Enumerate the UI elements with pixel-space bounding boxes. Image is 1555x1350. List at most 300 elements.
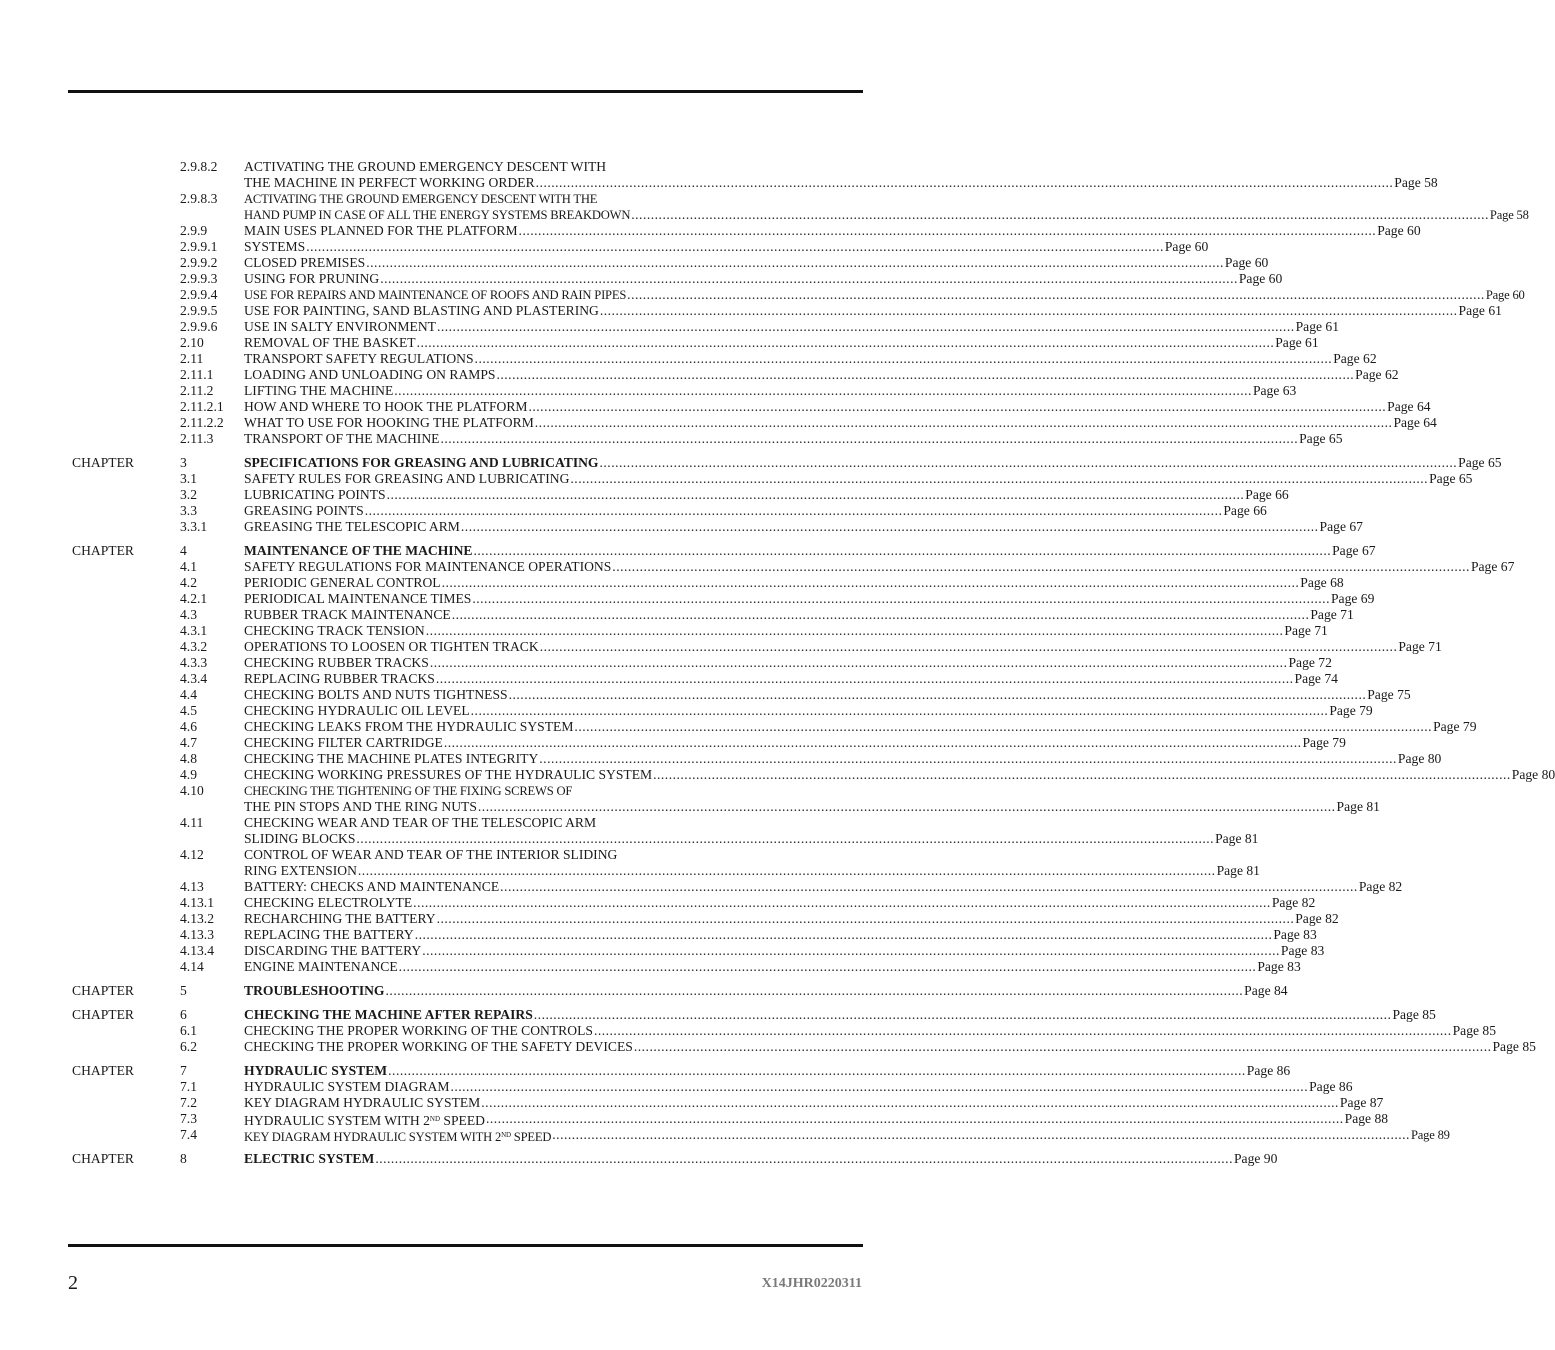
entry-title-line — [244, 735, 1346, 751]
entry-title — [244, 487, 386, 503]
entry-title — [244, 639, 539, 655]
entry-title — [244, 383, 393, 399]
dot-leader: ............................................................................................................................................................................................................................ — [539, 639, 1398, 654]
dot-leader: ............................................................................................................................................................................................................................ — [653, 767, 1511, 782]
toc-row — [0, 879, 1403, 895]
entry-title-line — [244, 703, 1373, 719]
entry-title-line — [244, 287, 1525, 303]
page-reference: Page 88 — [1344, 1111, 1389, 1126]
page-reference: Page 65 — [1458, 455, 1502, 470]
section-number: 6.1 — [180, 1023, 197, 1038]
dot-leader: ............................................................................................................................................................................................................................ — [425, 623, 1284, 638]
section-number: 6 — [180, 1007, 187, 1022]
entry-title-line — [244, 655, 1332, 671]
section-number: 4.3 — [180, 607, 197, 622]
entry-title-line — [244, 455, 1502, 471]
page-reference: Page 71 — [1310, 607, 1354, 622]
toc-row — [0, 191, 954, 207]
entry-title-text: SAFETY RULES FOR GREASING AND LUBRICATING — [244, 471, 570, 486]
page-reference: Page 89 — [1410, 1128, 1450, 1142]
toc-row — [0, 735, 1346, 751]
toc-row — [0, 863, 1260, 879]
dot-leader: ............................................................................................................................................................................................................................ — [574, 719, 1433, 734]
entry-title — [244, 879, 499, 895]
entry-title-text: CHECKING TRACK TENSION — [244, 623, 425, 638]
entry-title-text: KEY DIAGRAM HYDRAULIC SYSTEM WITH 2 — [244, 1130, 502, 1144]
entry-title — [244, 431, 439, 447]
dot-leader: ............................................................................................................................................................................................................................ — [470, 703, 1329, 718]
entry-title-text: KEY DIAGRAM HYDRAULIC SYSTEM — [244, 1095, 481, 1110]
page-reference: Page 83 — [1273, 927, 1317, 942]
entry-title — [244, 415, 534, 431]
dot-leader: ............................................................................................................................................................................................................................ — [413, 895, 1271, 910]
page-reference: Page 62 — [1355, 367, 1399, 382]
dot-leader: ............................................................................................................................................................................................................................ — [534, 415, 1393, 430]
entry-title — [244, 367, 495, 383]
dot-leader: ............................................................................................................................................................................................................................ — [394, 383, 1252, 398]
entry-title — [244, 1023, 593, 1039]
dot-leader: ............................................................................................................................................................................................................................ — [518, 223, 1377, 238]
page-reference: Page 84 — [1244, 983, 1288, 998]
toc-row — [0, 255, 1269, 271]
entry-title-line — [244, 351, 1377, 367]
entry-title-line — [244, 367, 1399, 383]
toc-row — [0, 223, 1421, 239]
chapter-label: CHAPTER — [72, 455, 134, 470]
entry-title-line — [244, 591, 1375, 607]
entry-title-text: CHECKING RUBBER TRACKS — [244, 655, 429, 670]
page-reference: Page 82 — [1295, 911, 1339, 926]
entry-title-line — [244, 911, 1339, 927]
page-reference: Page 74 — [1294, 671, 1338, 686]
entry-title-text: GREASING THE TELESCOPIC ARM — [244, 519, 460, 534]
section-number: 4.3.2 — [180, 639, 208, 654]
entry-title-text: OPERATIONS TO LOOSEN OR TIGHTEN TRACK — [244, 639, 539, 654]
section-number: 3.2 — [180, 487, 197, 502]
section-number: 2.9.9.2 — [180, 255, 218, 270]
entry-title-text: THE PIN STOPS AND THE RING NUTS — [244, 799, 477, 814]
toc-row — [0, 207, 1529, 223]
section-number: 2.9.9.5 — [180, 303, 218, 318]
section-number: 4.14 — [180, 959, 204, 974]
toc-row — [0, 831, 1259, 847]
entry-title-text: CHECKING ELECTROLYTE — [244, 895, 413, 910]
entry-title-text: ELECTRIC SYSTEM — [244, 1151, 375, 1166]
dot-leader: ............................................................................................................................................................................................................................ — [306, 239, 1164, 254]
page-reference: Page 67 — [1470, 559, 1515, 574]
page-reference: Page 64 — [1393, 415, 1437, 430]
toc-chapter-row — [0, 1007, 1436, 1023]
toc-row — [0, 487, 1289, 503]
page-reference: Page 71 — [1398, 639, 1442, 654]
entry-title-text: SPECIFICATIONS FOR GREASING AND LUBRICATING — [244, 455, 599, 470]
dot-leader: ............................................................................................................................................................................................................................ — [627, 287, 1485, 302]
toc-row — [0, 799, 1380, 815]
dot-leader: ............................................................................................................................................................................................................................ — [443, 735, 1302, 750]
section-number: 4.11 — [180, 815, 204, 830]
toc-row — [0, 519, 1363, 535]
dot-leader: ............................................................................................................................................................................................................................ — [436, 911, 1295, 926]
section-number: 2.11 — [180, 351, 204, 366]
dot-leader: ............................................................................................................................................................................................................................ — [440, 431, 1299, 446]
page-reference: Page 83 — [1257, 959, 1301, 974]
entry-title-line — [244, 799, 1380, 815]
entry-title-line — [244, 191, 757, 207]
toc-row — [0, 719, 1477, 735]
entry-title — [244, 543, 472, 559]
entry-title — [244, 927, 414, 943]
toc-row — [0, 175, 1438, 191]
entry-title — [244, 1095, 480, 1111]
toc-row — [0, 303, 1502, 319]
page-reference: Page 61 — [1275, 335, 1319, 350]
entry-title-text: LOADING AND UNLOADING ON RAMPS — [244, 367, 496, 382]
entry-title-line — [244, 399, 1431, 415]
entry-title-line — [244, 575, 1344, 591]
entry-title — [244, 287, 626, 303]
dot-leader: ............................................................................................................................................................................................................................ — [552, 1127, 1410, 1142]
entry-title — [244, 959, 398, 975]
section-number: 7.4 — [180, 1127, 197, 1142]
dot-leader: ............................................................................................................................................................................................................................ — [422, 943, 1280, 958]
section-number: 4.4 — [180, 687, 197, 702]
section-number: 6.2 — [180, 1039, 197, 1054]
dot-leader: ............................................................................................................................................................................................................................ — [473, 543, 1332, 558]
dot-leader: ............................................................................................................................................................................................................................ — [398, 959, 1257, 974]
section-number: 2.9.9 — [180, 223, 208, 238]
page-reference: Page 64 — [1387, 399, 1431, 414]
dot-leader: ............................................................................................................................................................................................................................ — [485, 1111, 1344, 1126]
toc-row — [0, 287, 1525, 303]
entry-title-line — [244, 607, 1354, 623]
entry-title-text: USE IN SALTY ENVIRONMENT — [244, 319, 436, 334]
section-number: 4.3.1 — [180, 623, 208, 638]
dot-leader: ............................................................................................................................................................................................................................ — [375, 1151, 1233, 1166]
section-number: 4.8 — [180, 751, 197, 766]
section-number: 7 — [180, 1063, 187, 1078]
entry-title — [244, 191, 597, 207]
toc-row — [0, 415, 1437, 431]
footer-rule — [68, 1244, 863, 1247]
entry-title — [244, 207, 630, 223]
dot-leader: ............................................................................................................................................................................................................................ — [356, 831, 1215, 846]
toc-row — [0, 399, 1431, 415]
dot-leader: ............................................................................................................................................................................................................................ — [539, 751, 1397, 766]
entry-title — [244, 943, 421, 959]
toc-row — [0, 671, 1338, 687]
entry-title-line — [244, 895, 1316, 911]
entry-title — [244, 223, 518, 239]
entry-title-text: CHECKING THE PROPER WORKING OF THE CONTROLS — [244, 1023, 593, 1038]
page-reference: Page 65 — [1299, 431, 1343, 446]
toc-row — [0, 351, 1377, 367]
entry-title — [244, 655, 429, 671]
entry-title-line — [244, 503, 1267, 519]
dot-leader: ............................................................................................................................................................................................................................ — [533, 1007, 1392, 1022]
entry-title-text: DISCARDING THE BATTERY — [244, 943, 422, 958]
entry-title-line — [244, 983, 1288, 999]
page-reference: Page 67 — [1332, 543, 1376, 558]
page-reference: Page 68 — [1300, 575, 1344, 590]
toc-row — [0, 271, 1283, 287]
entry-title — [244, 455, 599, 471]
section-number: 2.9.9.1 — [180, 239, 218, 254]
section-number: 2.11.2.2 — [180, 415, 224, 430]
dot-leader: ............................................................................................................................................................................................................................ — [612, 559, 1470, 574]
dot-leader: ............................................................................................................................................................................................................................ — [631, 207, 1489, 222]
entry-title-text: CHECKING THE PROPER WORKING OF THE SAFETY DEVICES — [244, 1039, 633, 1054]
entry-title-text: HYDRAULIC SYSTEM WITH 2 — [244, 1113, 430, 1128]
section-number: 3.3.1 — [180, 519, 208, 534]
section-number: 2.11.1 — [180, 367, 214, 382]
entry-title — [244, 799, 477, 815]
entry-title — [244, 847, 617, 863]
entry-title — [244, 815, 596, 831]
section-number: 8 — [180, 1151, 187, 1166]
page-reference: Page 72 — [1288, 655, 1332, 670]
section-number: 4 — [180, 543, 187, 558]
section-number: 4.10 — [180, 783, 204, 798]
chapter-label: CHAPTER — [72, 543, 134, 558]
entry-title — [244, 559, 611, 575]
dot-leader: ............................................................................................................................................................................................................................ — [633, 1039, 1492, 1054]
entry-title-text: LIFTING THE MACHINE — [244, 383, 394, 398]
page-reference: Page 81 — [1215, 831, 1259, 846]
section-number: 2.9.8.2 — [180, 159, 218, 174]
chapter-label: CHAPTER — [72, 1063, 134, 1078]
toc-row — [0, 911, 1339, 927]
page-reference: Page 85 — [1492, 1039, 1536, 1054]
entry-title-text: SLIDING BLOCKS — [244, 831, 356, 846]
entry-title — [244, 335, 416, 351]
toc-row — [0, 815, 954, 831]
entry-title — [244, 399, 527, 415]
dot-leader: ............................................................................................................................................................................................................................ — [450, 1079, 1309, 1094]
entry-title-line — [244, 751, 1442, 767]
dot-leader: ............................................................................................................................................................................................................................ — [496, 367, 1355, 382]
entry-title-text: SYSTEMS — [244, 239, 306, 254]
toc-row — [0, 767, 1555, 783]
page-reference: Page 90 — [1233, 1151, 1278, 1166]
entry-title — [244, 175, 535, 191]
entry-title-text: REPLACING RUBBER TRACKS — [244, 671, 435, 686]
page-reference: Page 79 — [1433, 719, 1477, 734]
dot-leader: ............................................................................................................................................................................................................................ — [366, 255, 1224, 270]
toc-row — [0, 927, 1317, 943]
page-number: 2 — [68, 1272, 78, 1294]
entry-title — [244, 831, 355, 847]
entry-title — [244, 751, 538, 767]
section-number: 5 — [180, 983, 187, 998]
entry-title-text: HYDRAULIC SYSTEM — [244, 1063, 388, 1078]
toc-row — [0, 383, 1297, 399]
dot-leader: ............................................................................................................................................................................................................................ — [441, 575, 1300, 590]
toc-row — [0, 703, 1373, 719]
entry-title — [244, 1127, 551, 1145]
dot-leader: ............................................................................................................................................................................................................................ — [528, 399, 1387, 414]
page-reference: Page 71 — [1284, 623, 1328, 638]
toc-row — [0, 575, 1344, 591]
entry-title-line — [244, 719, 1477, 735]
entry-title — [244, 271, 379, 287]
entry-title-text: CHECKING WORKING PRESSURES OF THE HYDRAULIC SYSTEM — [244, 767, 653, 782]
entry-title — [244, 1039, 633, 1055]
section-number: 4.13.3 — [180, 927, 214, 942]
page-reference: Page 66 — [1223, 503, 1267, 518]
entry-title — [244, 623, 425, 639]
section-number: 4.13.2 — [180, 911, 214, 926]
page-reference: Page 87 — [1339, 1095, 1384, 1110]
entry-title — [244, 503, 364, 519]
entry-title-text: REMOVAL OF THE BASKET — [244, 335, 416, 350]
entry-title-text: CHECKING THE TIGHTENING OF THE FIXING SCREWS OF — [244, 784, 573, 798]
section-number: 4.2 — [180, 575, 197, 590]
entry-title-line — [244, 831, 1259, 847]
page-reference: Page 69 — [1330, 591, 1375, 606]
entry-title — [244, 687, 508, 703]
page-reference: Page 66 — [1245, 487, 1289, 502]
toc-row — [0, 623, 1328, 639]
entry-title-line — [244, 847, 757, 863]
entry-title-line — [244, 255, 1269, 271]
dot-leader: ............................................................................................................................................................................................................................ — [593, 1023, 1452, 1038]
entry-title — [244, 911, 436, 927]
page-reference: Page 58 — [1489, 208, 1529, 222]
page-reference: Page 85 — [1452, 1023, 1497, 1038]
toc-row — [0, 1079, 1353, 1095]
entry-title-line — [244, 175, 1438, 191]
page-reference: Page 82 — [1271, 895, 1316, 910]
entry-title-text: SAFETY REGULATIONS FOR MAINTENANCE OPERATIONS — [244, 559, 612, 574]
entry-title-text: GREASING POINTS — [244, 503, 364, 518]
entry-title-suffix: SPEED — [440, 1113, 485, 1128]
toc-row — [0, 1023, 1497, 1039]
entry-title-line — [244, 383, 1297, 399]
entry-title-text: PERIODIC GENERAL CONTROL — [244, 575, 441, 590]
entry-title-line — [244, 471, 1473, 487]
entry-title — [244, 351, 474, 367]
entry-title — [244, 607, 451, 623]
entry-title-text: CHECKING HYDRAULIC OIL LEVEL — [244, 703, 470, 718]
toc-row — [0, 559, 1515, 575]
section-number: 7.2 — [180, 1095, 197, 1110]
page-reference: Page 58 — [1394, 175, 1438, 190]
entry-title-line — [244, 487, 1289, 503]
section-number: 2.11.2.1 — [180, 399, 224, 414]
entry-title — [244, 983, 385, 999]
entry-title-line — [244, 335, 1319, 351]
toc-row — [0, 1111, 1389, 1128]
ordinal-superscript: ND — [501, 1131, 511, 1139]
section-number: 3.1 — [180, 471, 197, 486]
section-number: 4.5 — [180, 703, 197, 718]
dot-leader: ............................................................................................................................................................................................................................ — [481, 1095, 1339, 1110]
entry-title — [244, 319, 436, 335]
entry-title — [244, 471, 569, 487]
section-number: 7.1 — [180, 1079, 197, 1094]
page-reference: Page 80 — [1511, 767, 1555, 782]
dot-leader: ............................................................................................................................................................................................................................ — [472, 591, 1330, 606]
section-number: 2.10 — [180, 335, 204, 350]
entry-title-text: ACTIVATING THE GROUND EMERGENCY DESCENT WITH THE — [244, 192, 598, 206]
section-number: 2.11.3 — [180, 431, 214, 446]
dot-leader: ............................................................................................................................................................................................................................ — [570, 471, 1429, 486]
section-number: 2.11.2 — [180, 383, 214, 398]
toc-row — [0, 431, 1343, 447]
page-reference: Page 65 — [1429, 471, 1473, 486]
toc-row — [0, 783, 954, 799]
entry-title-text: TROUBLESHOOTING — [244, 983, 385, 998]
section-number: 3 — [180, 455, 187, 470]
entry-title-line — [244, 1079, 1353, 1095]
entry-title-text: CHECKING THE MACHINE PLATES INTEGRITY — [244, 751, 539, 766]
entry-title — [244, 255, 365, 271]
dot-leader: ............................................................................................................................................................................................................................ — [429, 655, 1288, 670]
section-number: 4.9 — [180, 767, 197, 782]
toc-row — [0, 1095, 1384, 1111]
page-reference: Page 60 — [1164, 239, 1209, 254]
toc-row — [0, 943, 1325, 959]
entry-title-line — [244, 927, 1317, 943]
dot-leader: ............................................................................................................................................................................................................................ — [436, 319, 1295, 334]
entry-title — [244, 767, 652, 783]
toc-chapter-row — [0, 543, 1376, 559]
section-number: 4.6 — [180, 719, 197, 734]
section-number: 4.7 — [180, 735, 197, 750]
entry-title — [244, 239, 305, 255]
dot-leader: ............................................................................................................................................................................................................................ — [451, 607, 1310, 622]
entry-title — [244, 303, 599, 319]
entry-title-line — [244, 1023, 1497, 1039]
entry-title-text: HOW AND WHERE TO HOOK THE PLATFORM — [244, 399, 528, 414]
dot-leader: ............................................................................................................................................................................................................................ — [386, 487, 1245, 502]
entry-title-line — [244, 623, 1328, 639]
page-reference: Page 79 — [1302, 735, 1346, 750]
entry-title-line — [244, 207, 1529, 223]
entry-title-line — [244, 559, 1515, 575]
section-number: 2.9.8.3 — [180, 191, 218, 206]
page-reference: Page 86 — [1246, 1063, 1291, 1078]
entry-title-text: RING EXTENSION — [244, 863, 357, 878]
toc-chapter-row — [0, 1151, 1278, 1167]
section-number: 2.9.9.4 — [180, 287, 218, 302]
toc-chapter-row — [0, 983, 1288, 999]
page-reference: Page 80 — [1397, 751, 1442, 766]
section-number: 4.13.4 — [180, 943, 214, 958]
toc-row — [0, 959, 1301, 975]
entry-title-text: CHECKING FILTER CARTRIDGE — [244, 735, 443, 750]
section-number: 2.9.9.3 — [180, 271, 218, 286]
dot-leader: ............................................................................................................................................................................................................................ — [414, 927, 1273, 942]
page-reference: Page 60 — [1377, 223, 1421, 238]
entry-title — [244, 1151, 374, 1167]
toc-chapter-row — [0, 455, 1502, 471]
toc-row — [0, 751, 1442, 767]
entry-title-text: CONTROL OF WEAR AND TEAR OF THE INTERIOR SLIDING — [244, 847, 618, 862]
entry-title-line — [244, 1039, 1536, 1055]
page-reference: Page 67 — [1319, 519, 1363, 534]
entry-title-text: CLOSED PREMISES — [244, 255, 366, 270]
entry-title-text: USING FOR PRUNING — [244, 271, 380, 286]
dot-leader: ............................................................................................................................................................................................................................ — [380, 271, 1238, 286]
entry-title-line — [244, 879, 1403, 895]
entry-title-line — [244, 431, 1343, 447]
section-number: 4.1 — [180, 559, 197, 574]
entry-title-text: RECHARCHING THE BATTERY — [244, 911, 436, 926]
section-number: 4.2.1 — [180, 591, 208, 606]
toc-row — [0, 319, 1340, 335]
page-reference: Page 79 — [1329, 703, 1373, 718]
